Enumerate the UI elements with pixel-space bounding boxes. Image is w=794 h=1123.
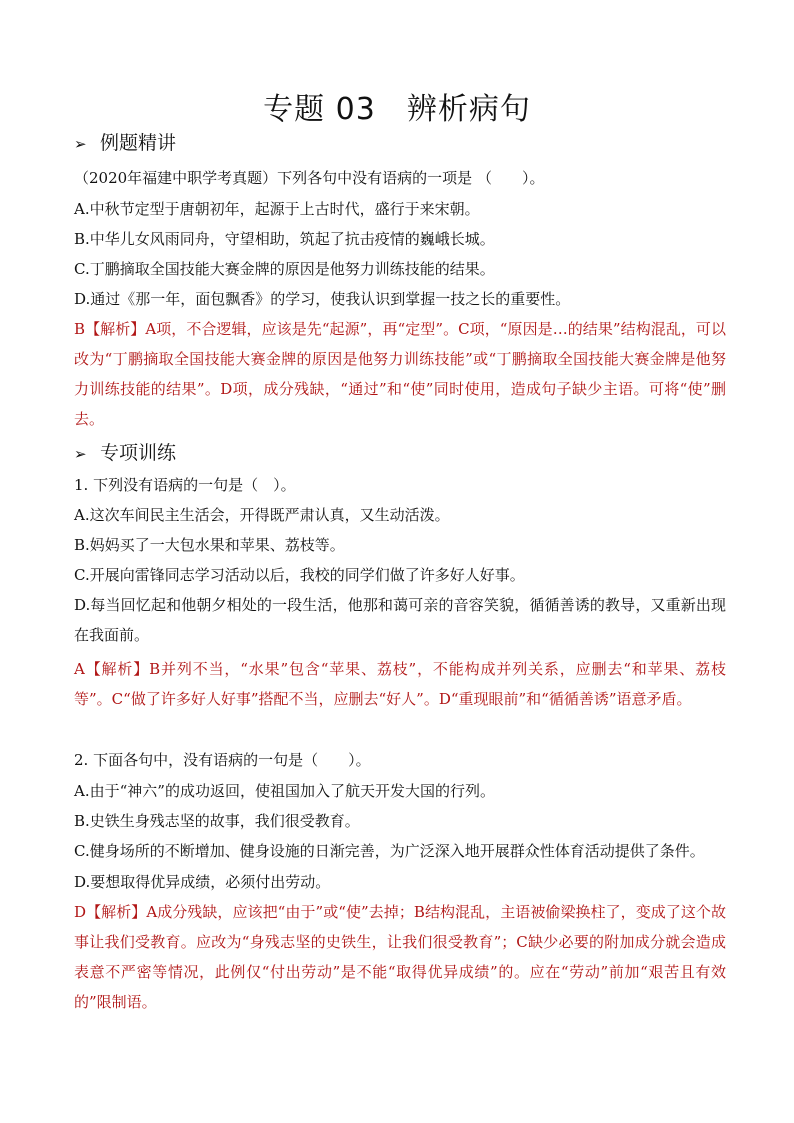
q1-option-b: B.妈妈买了一大包水果和苹果、荔枝等。 <box>74 536 345 554</box>
page-title: 专题 03 辨析病句 <box>263 92 531 127</box>
answer-label: B【解析】 <box>74 320 146 338</box>
answer-label: D【解析】 <box>74 903 147 921</box>
section-heading-label: 专项训练 <box>100 442 177 464</box>
example-option-d: D.通过《那一年，面包飘香》的学习，使我认识到掌握一技之长的重要性。 <box>74 290 571 308</box>
analysis-text: B并列不当，“水果”包含“苹果、荔枝”，不能构成并列关系，应删去“和苹果、荔枝等”。C“做了许多好人好事”搭配不当，应删去“好人”。D“重现眼前”和“循循善诱”语意矛盾。 <box>74 660 726 708</box>
analysis-text: A成分残缺，应该把“由于”或“使”去掉；B结构混乱，主语被偷梁换柱了，变成了这个故事让我们受教育。应改为“身残志坚的史铁生，让我们很受教育”；C缺少必要的附加成分就会造成表意不严密等情况，此例仅“付出劳动”是不能“取得优异成绩”的。应在“劳动”前加“艰苦且有效的”限制语。 <box>74 903 726 1011</box>
q1-option-c: C.开展向雷锋同志学习活动以后，我校的同学们做了许多好人好事。 <box>74 566 525 584</box>
q1-stem: 1. 下列没有语病的一句是（ ）。 <box>74 476 296 494</box>
example-stem: （2020年福建中职学考真题）下列各句中没有语病的一项是 （ ）。 <box>74 169 545 187</box>
q1-option-d: D.每当回忆起和他朝夕相处的一段生活，他那和蔼可亲的音容笑貌，循循善诱的教导，又重新出现在我面前。 <box>74 596 726 644</box>
example-answer-analysis <box>74 314 726 434</box>
example-option-a: A.中秋节定型于唐朝初年，起源于上古时代，盛行于来宋朝。 <box>74 200 480 218</box>
answer-label: A【解析】 <box>74 660 150 678</box>
q2-option-a: A.由于“神六”的成功返回，使祖国加入了航天开发大国的行列。 <box>74 782 495 800</box>
arrow-right-icon: ➢ <box>74 445 87 463</box>
q2-answer-analysis <box>74 897 726 1017</box>
q2-option-d: D.要想取得优异成绩，必须付出劳动。 <box>74 873 331 891</box>
section-heading-examples <box>74 131 176 156</box>
q1-option-a: A.这次车间民主生活会，开得既严肃认真，又生动活泼。 <box>74 506 450 524</box>
q2-option-c: C.健身场所的不断增加、健身设施的日渐完善，为广泛深入地开展群众性体育活动提供了条件。 <box>74 842 705 860</box>
q1-answer-analysis <box>74 654 726 714</box>
analysis-text: A项，不合逻辑，应该是先“起源”，再“定型”。C项，“原因是…的结果”结构混乱，可以改为“丁鹏摘取全国技能大赛金牌的原因是他努力训练技能”或“丁鹏摘取全国技能大赛金牌是他努力训练技能的结果”。D项，成分残缺，“通过”和“使”同时使用，造成句子缺少主语。可将“使”删去。 <box>74 320 726 428</box>
section-heading-label: 例题精讲 <box>100 132 177 154</box>
example-option-c: C.丁鹏摘取全国技能大赛金牌的原因是他努力训练技能的结果。 <box>74 260 495 278</box>
arrow-right-icon: ➢ <box>74 135 87 153</box>
example-option-b: B.中华儿女风雨同舟，守望相助，筑起了抗击疫情的巍峨长城。 <box>74 230 495 248</box>
q2-stem: 2. 下面各句中，没有语病的一句是（ ）。 <box>74 751 371 769</box>
section-heading-training <box>74 441 176 466</box>
q2-option-b: B.史铁生身残志坚的故事，我们很受教育。 <box>74 812 360 830</box>
